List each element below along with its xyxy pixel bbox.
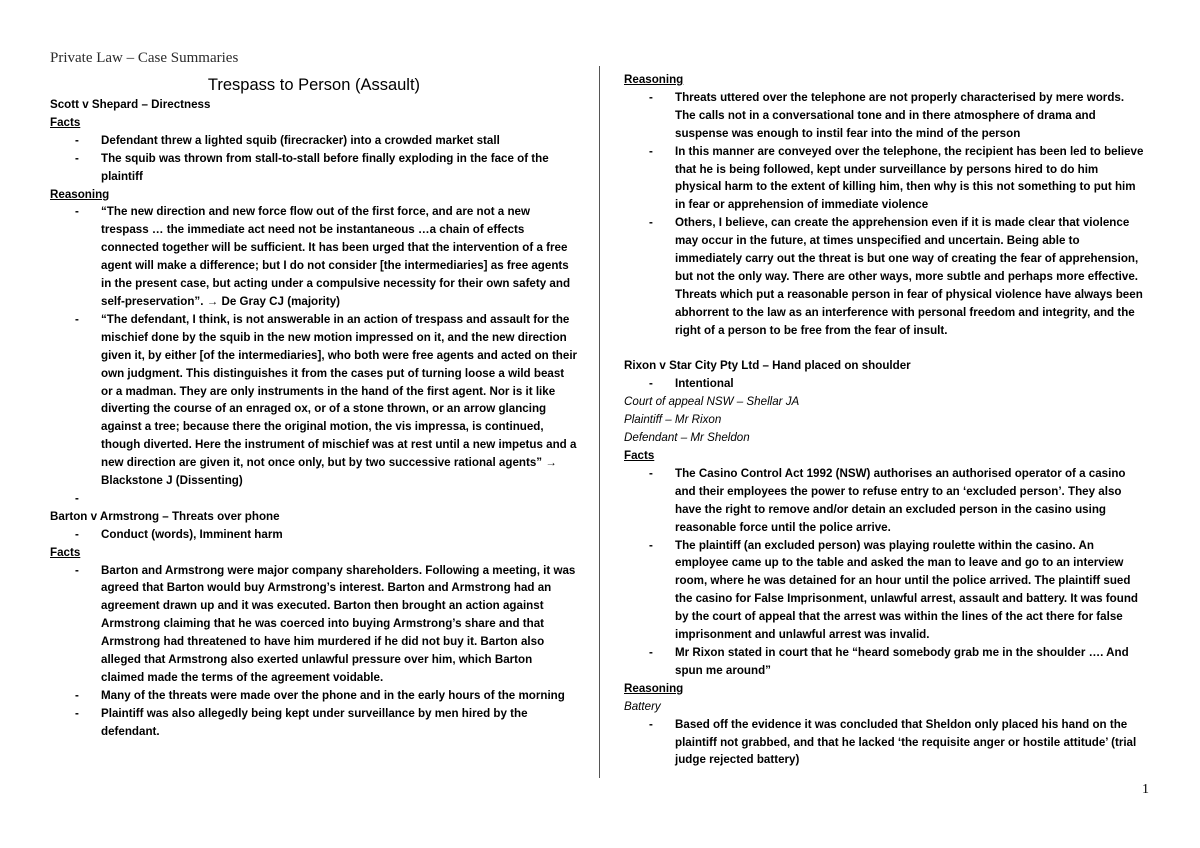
page-title: Trespass to Person (Assault): [207, 76, 421, 94]
right-column: [624, 71, 1144, 769]
spacer: [624, 340, 1144, 358]
list-item: - Many of the threats were made over the phone and in the early hours of the morning: [50, 687, 578, 705]
facts-list: [624, 465, 1144, 680]
list-item: - Barton and Armstrong were major company shareholders. Following a meeting, it was agreed that Barton would buy Armstrong’s interest. Barton and Armstrong had an agreement drawn up and it was executed. Barton then brought an action against Armstrong claiming that he was coerced into buying Armstrong’s share and that Armstrong had threatened to have him murdered if he did not buy it. Barton also alleged that Armstrong also exerted unlawful pressure over him, which Barton claimed made the terms of the agreement voidable.: [50, 562, 578, 687]
page-number: 1: [1142, 782, 1149, 797]
facts-label: Facts: [50, 545, 81, 559]
column-divider: [599, 66, 600, 778]
defendant-line: Defendant – Mr Sheldon: [624, 431, 750, 445]
list-item: - The squib was thrown from stall-to-stall before finally exploding in the face of the plaintiff: [50, 150, 578, 186]
reasoning-label: Reasoning: [624, 681, 684, 695]
list-item: - Conduct (words), Imminent harm: [50, 526, 578, 544]
list-item-empty: [50, 490, 578, 508]
case-heading-scott-v-shepard: Scott v Shepard – Directness: [50, 98, 211, 111]
list-item: - “The new direction and new force flow out of the first force, and are not a new trespass … the immediate act need not be instantaneous …a chain of effects connected together will be sufficient. It has been urged that the intervention of a free agent will make a difference; but I do not consider [the intermediaries] as free agents in the present case, but acting under a compulsive necessity for their own safety and self-preservation”. → De Gray CJ (majority): [50, 203, 578, 310]
list-item: - Mr Rixon stated in court that he “heard somebody grab me in the shoulder …. And spun me around”: [624, 644, 1144, 680]
tags-list: [624, 375, 1144, 393]
reasoning-label: Reasoning: [50, 187, 110, 201]
facts-label: Facts: [624, 449, 655, 463]
list-item: - The Casino Control Act 1992 (NSW) authorises an authorised operator of a casino and their employees the power to refuse entry to an ‘excluded person’. They also have the right to remove and/or detain an excluded person in the casino using reasonable force until the police arrive.: [624, 465, 1144, 537]
list-item: - Based off the evidence it was concluded that Sheldon only placed his hand on the plaintiff not grabbed, and that he lacked ‘the requisite anger or hostile attitude’ (trial judge rejected battery): [624, 716, 1144, 770]
list-item: - The plaintiff (an excluded person) was playing roulette within the casino. An employee came up to the table and asked the man to leave and go to an interview room, where he was detained for an hour until the police arrived. The plaintiff sued the casino for False Imprisonment, unlawful arrest, assault and battery. It was found by the court of appeal that the arrest was within the lines of the act there for false imprisonment and unlawful arrest was invalid.: [624, 537, 1144, 644]
reasoning-label: Reasoning: [624, 73, 684, 86]
list-item: - Defendant threw a lighted squib (firecracker) into a crowded market stall: [50, 132, 578, 150]
court-line: Court of appeal NSW – Shellar JA: [624, 395, 800, 409]
list-item: - “The defendant, I think, is not answerable in an action of trespass and assault for the mischief done by the squib in the new motion impressed on it, and the new direction given it, by either [of the intermediaries], who both were free agents and acted on their own judgment. This distinguishes it from the cases put of turning loose a wild beast or a madman. They are only instruments in the hand of the first agent. Nor is it like diverting the course of an enraged ox, or of a stone thrown, or an arrow glancing against a tree; because there the original motion, the vis impressa, is continued, though diverted. Here the instrument of mischief was at rest until a new impetus and a new direction are given it, not once only, but by two successive rational agents” → Blackstone J (Dissenting): [50, 311, 578, 490]
list-item: - Intentional: [624, 375, 1144, 393]
facts-list: [50, 132, 578, 186]
case-heading-barton-v-armstrong: Barton v Armstrong – Threats over phone: [50, 509, 280, 523]
list-item: - Threats uttered over the telephone are not properly characterised by mere words. The calls not in a conversational tone and in there atmosphere of drama and suspense was enough to instil fear into the mind of the person: [624, 89, 1144, 143]
case-heading-rixon-v-star-city: Rixon v Star City Pty Ltd – Hand placed on shoulder: [624, 359, 911, 373]
facts-label: Facts: [50, 115, 81, 129]
list-item: - Others, I believe, can create the apprehension even if it is made clear that violence may occur in the future, at times unspecified and uncertain. Being able to immediately carry out the threat is but one way of creating the fear of apprehension, but not the only way. There are other ways, more subtle and perhaps more effective.: [624, 214, 1144, 286]
battery-list: [624, 716, 1144, 770]
reasoning-continuation: Threats which put a reasonable person in fear of physical violence have always been abhorrent to the law as an interference with personal freedom and integrity, and the right of a person to be free from the fear of insult.: [675, 287, 1143, 337]
list-item: - Plaintiff was also allegedly being kept under surveillance by men hired by the defendant.: [50, 705, 578, 741]
plaintiff-line: Plaintiff – Mr Rixon: [624, 413, 722, 427]
list-item: - In this manner are conveyed over the telephone, the recipient has been led to believe that he is being followed, kept under surveillance by persons hired to do him physical harm to the extent of killing him, then why is this not something to put him in fear or apprehension of immediate violence: [624, 143, 1144, 215]
left-column: [50, 75, 578, 741]
reasoning-list: [50, 203, 578, 507]
tags-list: [50, 526, 578, 544]
battery-label: Battery: [624, 699, 661, 713]
reasoning-list: [624, 89, 1144, 286]
facts-list: [50, 562, 578, 741]
document-header: Private Law – Case Summaries: [50, 50, 239, 66]
